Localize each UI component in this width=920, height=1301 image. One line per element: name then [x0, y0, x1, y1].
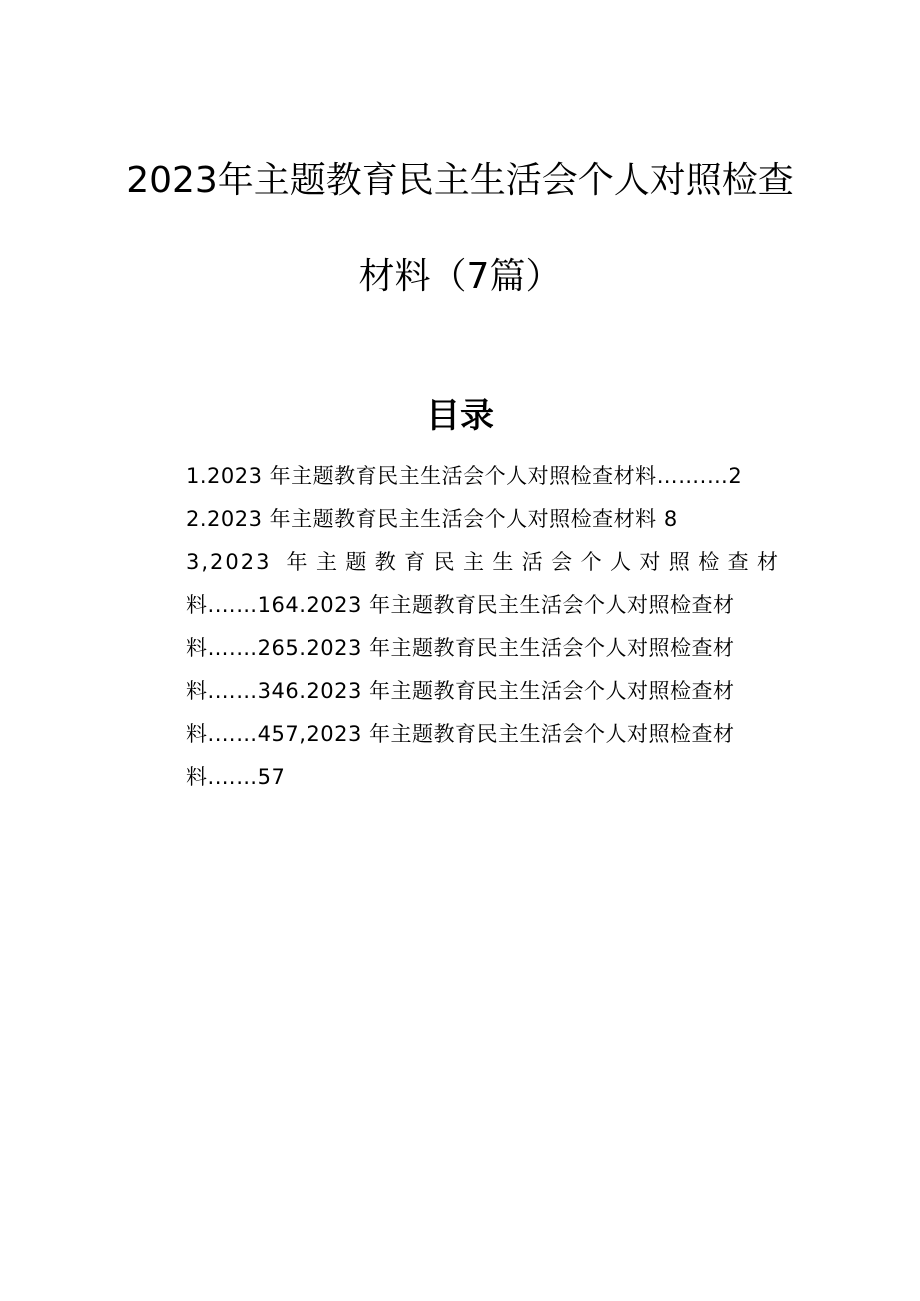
toc-line-4: 料.……164.2023 年主题教育民主生活会个人对照检查材 [186, 593, 735, 617]
toc-line-6: 料.……346.2023 年主题教育民主生活会个人对照检查材 [186, 679, 735, 703]
toc-line-1: 1.2023 年主题教育民主生活会个人对照检查材料…….…2 [186, 464, 743, 488]
document-title-line-1: 2023年主题教育民主生活会个人对照检查 [126, 160, 794, 201]
document-title-line-2: 材料（7篇） [358, 256, 562, 297]
toc-line-8: 料.……57 [186, 765, 286, 789]
table-of-contents [186, 455, 780, 799]
toc-line-3: 3,2023 年主题教育民主生活会个人对照检查材 [186, 550, 780, 574]
toc-line-5: 料….…265.2023 年主题教育民主生活会个人对照检查材 [186, 636, 735, 660]
toc-line-7: 料.……457,2023 年主题教育民主生活会个人对照检查材 [186, 722, 735, 746]
toc-line-2: 2.2023 年主题教育民主生活会个人对照检查材料 8 [186, 507, 678, 531]
toc-heading: 目录 [426, 396, 494, 436]
